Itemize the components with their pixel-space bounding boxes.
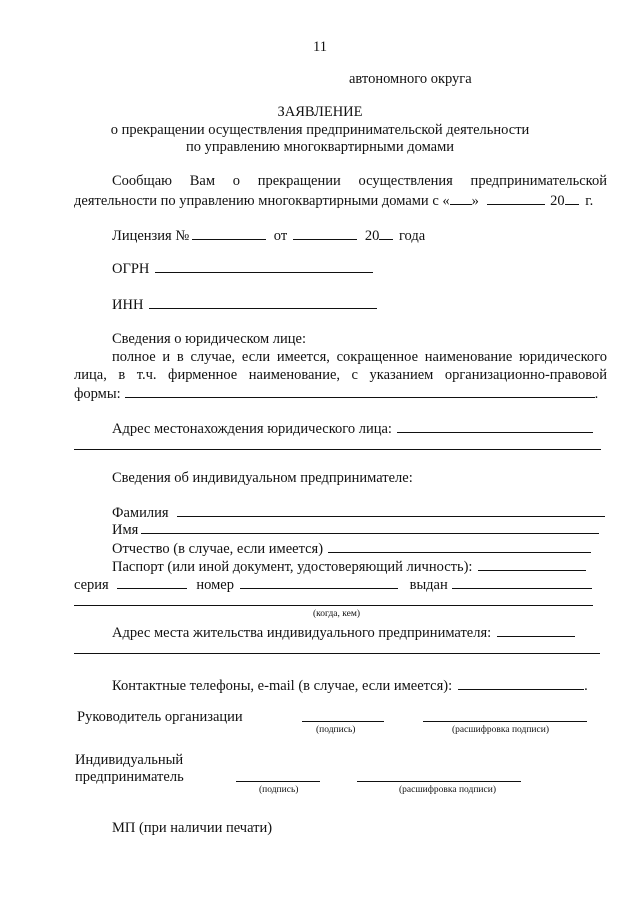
region-line: автономного округа (349, 71, 472, 87)
passport-issued-continuation-field[interactable] (74, 605, 593, 606)
inn-field[interactable] (149, 295, 377, 309)
head-decryption-hint: (расшифровка подписи) (452, 725, 549, 735)
address-continuation-field[interactable] (74, 449, 601, 450)
ip-decryption-field[interactable] (357, 781, 521, 782)
contacts-line: Контактные телефоны, e-mail (в случае, если имеется): . (112, 678, 588, 694)
start-year-field[interactable] (565, 191, 579, 205)
ogrn-field[interactable] (155, 259, 373, 273)
start-month-field[interactable] (487, 191, 545, 205)
name-line: Имя (112, 520, 599, 539)
head-decryption-field[interactable] (423, 721, 587, 722)
intro-line2: деятельности по управлению многоквартирными домами с « » 20 г. (74, 193, 594, 209)
legal-entity-name-field[interactable] (125, 384, 595, 398)
surname-field[interactable] (177, 503, 605, 517)
ip-label-line1: Индивидуальный (75, 752, 184, 768)
ogrn-line: ОГРН (112, 259, 373, 278)
patronymic-field[interactable] (328, 539, 591, 553)
legal-entity-header: Сведения о юридическом лице: (112, 331, 306, 347)
address-field[interactable] (397, 419, 593, 433)
passport-series-field[interactable] (117, 575, 187, 589)
legal-entity-line1: полное и в случае, если имеется, сокращенное наименование юридического (112, 349, 607, 365)
passport-details-line: серия номер выдан (74, 575, 592, 594)
ip-label-line2: предприниматель (75, 769, 184, 785)
legal-entity-line3: формы: . (74, 386, 599, 402)
name-field[interactable] (141, 520, 599, 534)
passport-line: Паспорт (или иной документ, удостоверяющий личность): (112, 557, 586, 576)
head-signature-hint: (подпись) (316, 725, 356, 735)
head-signature-field[interactable] (302, 721, 384, 722)
stamp-label: МП (при наличии печати) (112, 820, 273, 836)
passport-number-field[interactable] (240, 575, 398, 589)
inn-line: ИНН (112, 295, 377, 314)
license-date-field[interactable] (293, 226, 357, 240)
passport-type-field[interactable] (478, 557, 586, 571)
residence-field[interactable] (497, 623, 575, 637)
address-line: Адрес местонахождения юридического лица: (112, 419, 593, 438)
ip-decryption-hint: (расшифровка подписи) (399, 785, 496, 795)
patronymic-line: Отчество (в случае, если имеется) (112, 539, 591, 558)
license-year-field[interactable] (379, 226, 393, 240)
ip-signature-hint: (подпись) (259, 785, 299, 795)
surname-line: Фамилия (112, 503, 605, 522)
page-number: 11 (313, 39, 327, 55)
start-day-field[interactable] (450, 191, 472, 205)
document-title: ЗАЯВЛЕНИЕ (277, 104, 363, 120)
document-subtitle-line1: о прекращении осуществления предпринимательской деятельности (110, 122, 530, 138)
residence-continuation-field[interactable] (74, 653, 600, 654)
passport-issued-field[interactable] (452, 575, 592, 589)
legal-entity-line2: лица, в т.ч. фирменное наименование, с указанием организационно-правовой (74, 367, 607, 383)
ip-signature-field[interactable] (236, 781, 320, 782)
issued-hint: (когда, кем) (313, 609, 361, 619)
residence-line: Адрес места жительства индивидуального предпринимателя: (112, 623, 575, 642)
license-number-field[interactable] (192, 226, 266, 240)
license-line: Лицензия № от 20 года (112, 228, 426, 244)
document-subtitle-line2: по управлению многоквартирными домами (185, 139, 455, 155)
contacts-field[interactable] (458, 676, 584, 690)
ip-header: Сведения об индивидуальном предпринимателе: (112, 470, 413, 486)
head-label: Руководитель организации (77, 709, 243, 725)
intro-line1: Сообщаю Вам о прекращении осуществления предпринимательской (112, 173, 607, 189)
